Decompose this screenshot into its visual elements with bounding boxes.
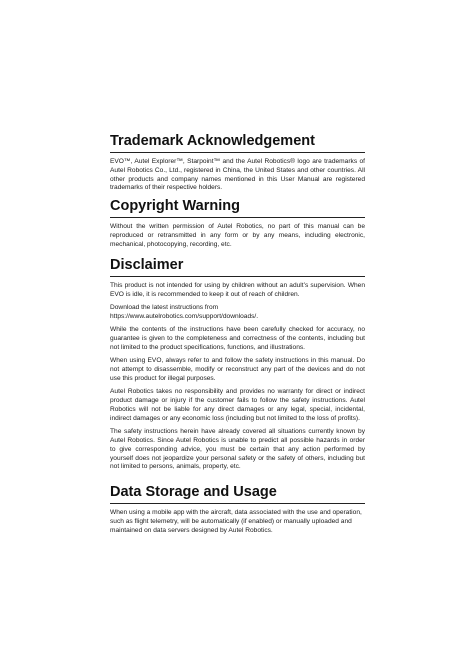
trademark-heading: Trademark Acknowledgement — [110, 132, 365, 153]
copyright-paragraph: Without the written permission of Autel Robotics, no part of this manual can be reproduced or retransmitted in any form or by any means, including electronic, mechanical, photocopying, recording, etc. — [110, 223, 365, 248]
trademark-section — [110, 132, 365, 198]
data-storage-paragraph: When using a mobile app with the aircraft, data associated with the use and operation, such as flight telemetry, will be automatically (if enabled) or manually uploaded and maintained on data servers designed by Autel Robotics. — [110, 509, 362, 534]
data-storage-section — [110, 483, 365, 540]
copyright-heading: Copyright Warning — [110, 197, 365, 218]
copyright-section — [110, 197, 365, 254]
disclaimer-paragraph-5: Autel Robotics takes no responsibility and provides no warranty for direct or indirect product damage or injury if the customer fails to follow the safety instructions. Autel Robotics will not be liable for any direct damages or any legal, special, incidental, indirect damages or any economic loss (including but not limited to the loss of profits). — [110, 388, 365, 422]
data-storage-heading: Data Storage and Usage — [110, 483, 365, 504]
disclaimer-heading: Disclaimer — [110, 256, 365, 277]
disclaimer-paragraph-2: Download the latest instructions from https://www.autelrobotics.com/support/downloads/. — [110, 304, 259, 320]
trademark-paragraph: EVO™, Autel Explorer™, Starpoint™ and the Autel Robotics® logo are trademarks of Autel Robotics Co., Ltd., registered in China, the United States and other countries. All other products and company names mentioned in this User Manual are registered trademarks of their respective holders. — [110, 158, 365, 192]
disclaimer-paragraph-3: While the contents of the instructions have been carefully checked for accuracy, no guarantee is given to the completeness and correctness of the contents, including but not limited to the product specifications, functions, and illustrations. — [110, 326, 365, 351]
disclaimer-paragraph-1: This product is not intended for using by children without an adult’s supervision. When EVO is idle, it is recommended to keep it out of reach of children. — [110, 282, 365, 298]
disclaimer-section — [110, 256, 365, 477]
disclaimer-paragraph-4: When using EVO, always refer to and follow the safety instructions in this manual. Do not attempt to disassemble, modify or reconstruct any part of the devices and do not use this product for illegal purposes. — [110, 357, 365, 382]
disclaimer-paragraph-6: The safety instructions herein have already covered all situations currently known by Autel Robotics. Since Autel Robotics is unable to predict all possible hazards in order to give corresponding advice, you must be certain that any action performed by yourself does not jeopardize your personal safety or the safety of others, including but not limited to persons, animals, property, etc. — [110, 428, 365, 471]
